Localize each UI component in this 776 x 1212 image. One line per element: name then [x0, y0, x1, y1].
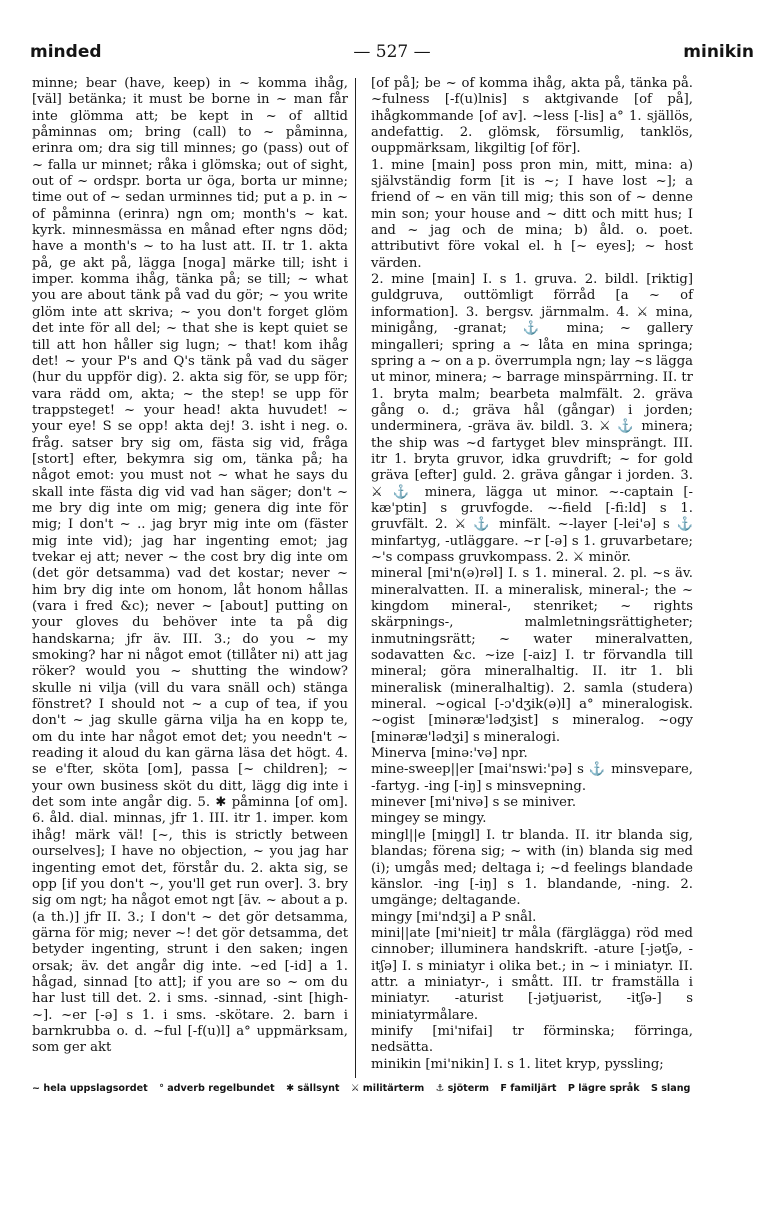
legend-item: P lägre språk	[567, 1083, 640, 1094]
column-divider	[355, 78, 356, 1078]
entry-minify: minify [mi'nifai] tr förminska; förringa, nedsätta.	[371, 1023, 693, 1056]
entry-mingey: mingey se mingy.	[371, 811, 487, 827]
abbreviation-legend	[32, 1083, 756, 1094]
entry-mine-2: 2. mine [main] I. s 1. gruva. 2. bildl. [riktig] guldgruva, outtömligt förråd [a ~ of information]. 3. bergsv. järnmalm. 4. ⚔ mina, minigång, -granat; ⚓ mina; ~ gallery mingalleri; spring a ~ låta en mina springa; spring a ~ on a p. överrumpla ngn; lay ~s lägga ut minor, minera; ~ barrage minspärrning. II. tr 1. bryta malm; bearbeta malmfält. 2. gräva gång o. d.; gräva hål (gångar) i jorden; underminera, -gräva äv. bildl. 3. ⚔ ⚓ minera; the ship was ~d fartyget blev minsprängt. III. itr 1. bryta gruvor, idka gruvdrift; ~ for gold gräva [efter] guld. 2. gräva gångar i jorden. 3. ⚔ ⚓ minera, lägga ut minor. ~-captain [-kæ'ptin] s gruvfogde. ~-field [-fi:ld] s 1. gruvfält. 2. ⚔ ⚓ minfält. ~-layer [-lei'ə] s ⚓ minfartyg, -utläggare. ~r [-ə] s 1. gruvarbetare; ~'s compass gruvkompass. 2. ⚔ minör.	[371, 272, 693, 565]
entry-mingy: mingy [mi'ndʒi] a P snål.	[371, 909, 537, 925]
entry-mineral: mineral [mi'n(ə)rəl] I. s 1. mineral. 2. pl. ~s äv. mineralvatten. II. a mineralisk, mineral-; the ~ kingdom mineral-, stenriket; ~ rights skärpnings-, malmletningsrättigheter; inmutningsrätt; ~ water mineralvatten, sodavatten &c. ~ize [-aiz] I. tr förvandla till mineral; göra mineralhaltig. II. itr 1. bli mineralisk (mineralhaltig). 2. samla (studera) mineral. ~ogical [-ɔ'dʒik(ə)l] a° mineralogisk. ~ogist [minəræ'lədʒist] s mineralog. ~ogy [minəræ'lədʒi] s mineralogi.	[371, 566, 693, 745]
legend-item: ° adverb regelbundet	[159, 1083, 275, 1094]
legend-item: F familjärt	[500, 1083, 557, 1094]
guide-word-left: minded	[30, 42, 102, 62]
guide-word-right: minikin	[683, 42, 754, 62]
right-column	[371, 76, 693, 1073]
page-number: — 527 —	[353, 42, 431, 62]
entry-mine-sweeper: mine-sweep||er [mai'nswi:'pə] s ⚓ minsvepare, -fartyg. -ing [-iŋ] s minsvepning.	[371, 762, 693, 794]
entry-miniate: mini||ate [mi'nieit] tr måla (färglägga) röd med cinnober; illuminera handskrift. -ature [-jətʃə, -itʃə] I. s miniatyr i olika bet.; in ~ i miniatyr. II. attr. a miniatyr-, i smått. III. tr framställa i miniatyr. -aturist [-jətjuərist, -itʃə-] s miniatyrmålare.	[371, 925, 693, 1023]
entry-minever: minever [mi'nivə] s se miniver.	[371, 795, 577, 811]
legend-item: ~ hela uppslagsordet	[32, 1083, 148, 1094]
entry-minikin: minikin [mi'nikin] I. s 1. litet kryp, pyssling;	[371, 1056, 664, 1072]
legend-item: ✱ sällsynt	[285, 1083, 340, 1094]
entry-text: [of på]; be ~ of komma ihåg, akta på, tänka på. ~fulness [-f(u)lnis] s aktgivande [of på], ihågkommande [of av]. ~less [-lis] a° 1. själlös, andefattig. 2. glömsk, försumlig, tanklös, ouppmärksam, likgiltig [of för].	[371, 76, 693, 157]
legend-item: ⚔ militärterm	[350, 1083, 425, 1094]
entry-mine-1: 1. mine [main] poss pron min, mitt, mina: a) självständig form [it is ~; I have lost ~]; a friend of ~ en vän till mig; this son of ~ denne min son; your house and ~ ditt och mitt hus; I and ~ jag och de mina; b) åld. o. poet. attributivt före vokal el. h [~ eyes]; ~ host värden.	[371, 157, 693, 271]
entry-text: minne; bear (have, keep) in ~ komma ihåg, [väl] betänka; it must be borne in ~ man får inte glömma att; be kept in ~ of alltid påminnas om; bring (call) to ~ påminna, erinra om; dra sig till minnes; go (pass) out of ~ falla ur minnet; råka i glömska; out of sight, out of ~ ordspr. borta ur öga, borta ur minne; time out of ~ sedan urminnes tid; put a p. in ~ of påminna (erinra) ngn om; month's ~ kat. kyrk. minnesmässa en månad efter ngns död; have a month's ~ to ha lust att. II. tr 1. akta på, ge akt på, lägga [noga] märke till; isht i imper. komma ihåg, tänka på; se till; ~ what you are about tänk på vad du gör; ~ you write glöm inte att skriva; ~ you don't forget glöm det inte för all del; ~ that she is kept quiet se till att hon håller sig lugn; ~ that! kom ihåg det! ~ your P's and Q's tänk på vad du säger (hur du uppför dig). 2. akta sig för, se upp för; vara rädd om, akta; ~ the step! se upp för trappsteget! ~ your head! akta huvudet! ~ your eye! S se opp! akta dej! 3. isht i neg. o. fråg. satser bry sig om, fästa sig vid, fråga [stort] efter, bekymra sig om, tänka på; ha något emot: you must not ~ what he says du skall inte fästa dig vid vad han säger; don't ~ me bry dig inte om mig; genera dig inte för mig; I don't ~ .. jag bryr mig inte om (fäster mig inte vid); jag har ingenting emot; jag tvekar ej att; never ~ the cost bry dig inte om (det gör detsamma) vad det kostar; never ~ him bry dig inte om honom, låt honom hållas (vara i fred &c); never ~ [about] putting on your gloves du behöver inte ta på dig handskarna; jfr äv. III. 3.; do you ~ my smoking? har ni något emot (tillåter ni) att jag röker? would you ~ shutting the window? skulle ni vilja (vill du vara snäll och) stänga fönstret? I should not ~ a cup of tea, if you don't ~ jag skulle gärna vilja ha en kopp te, om du inte har något emot det; you needn't ~ reading it aloud du kan gärna läsa det högt. 4. se e'fter, sköta [om], passa [~ children]; ~ your own business sköt du ditt, lägg dig inte i det som inte angår dig. 5. ✱ påminna [of om]. 6. åld. dial. minnas, jfr 1. III. itr 1. imper. kom ihåg! märk väl! [~, this is strictly between ourselves]; I have no objection, ~ you jag har ingenting emot det, förstår du. 2. akta sig, se opp [if you don't ~, you'll get run over]. 3. bry sig om ngt; ha något emot ngt [äv. ~ about a p. (a th.)] jfr II. 3.; I don't ~ det gör detsamma, gärna för mig; never ~! det gör detsamma, det betyder ingenting, strunt i den saken; ingen orsak; äv. det angår dig inte. ~ed [-id] a 1. hågad, sinnad [to att]; if you are so ~ om du har lust till det. 2. i sms. -sinnad, -sint [high-~]. ~er [-ə] s 1. i sms. -skötare. 2. barn i barnkrubba o. d. ~ful [-f(u)l] a° uppmärksam, som ger akt	[32, 76, 348, 1056]
legend-item: S slang	[650, 1083, 691, 1094]
entry-minerva: Minerva [minə:'və] npr.	[371, 746, 528, 762]
left-column	[32, 76, 348, 1057]
page-header	[30, 42, 754, 70]
legend-item: ⚓ sjöterm	[435, 1083, 489, 1094]
entry-mingle: mingl||e [miŋgl] I. tr blanda. II. itr blanda sig, blandas; förena sig; ~ with (in) blanda sig med (i); umgås med; deltaga i; ~d feelings blandade känslor. -ing [-iŋ] s 1. blandande, -ning. 2. umgänge; deltagande.	[371, 827, 693, 909]
